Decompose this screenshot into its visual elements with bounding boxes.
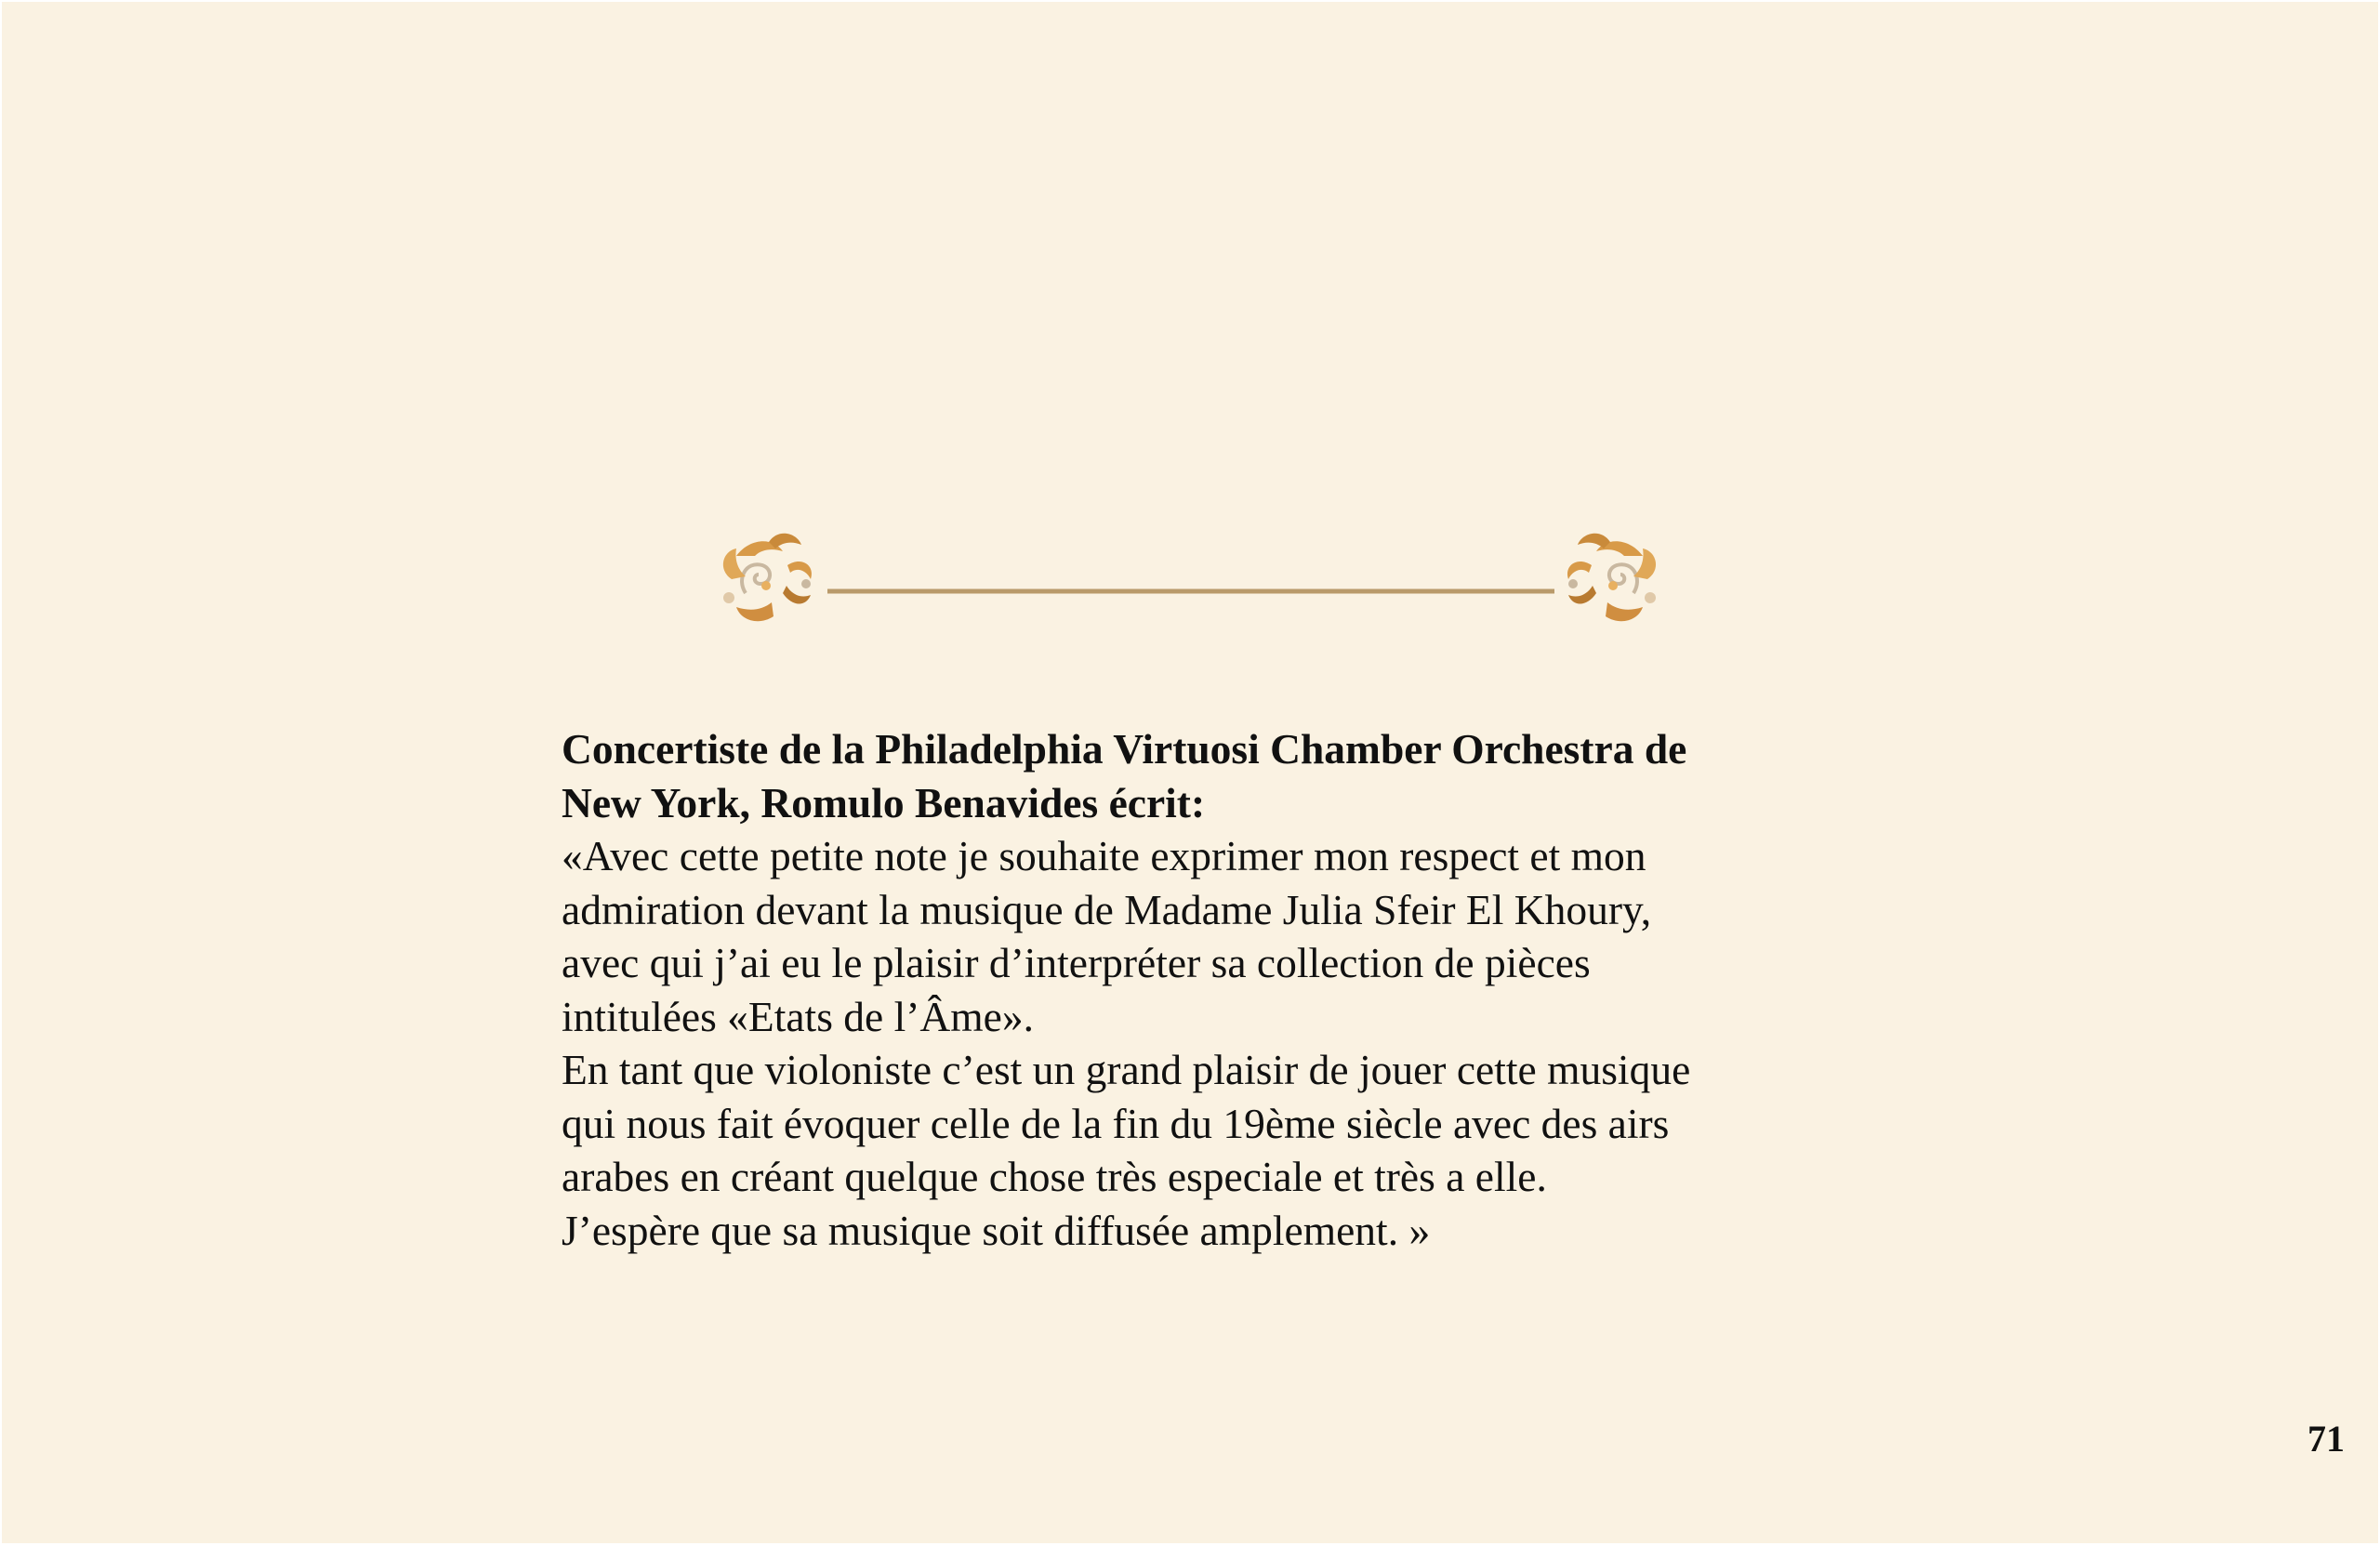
quote-line: admiration devant la musique de Madame Julia Sfeir El Khoury, — [562, 885, 1652, 933]
page-number: 71 — [2307, 1418, 2345, 1460]
right-flourish-icon — [1567, 534, 1656, 621]
testimonial-quote — [562, 829, 1798, 1257]
testimonial-heading — [562, 722, 1798, 829]
quote-line: En tant que violoniste c’est un grand plaisir de jouer cette musique — [562, 1046, 1691, 1093]
heading-line: New York, Romulo Benavides écrit: — [562, 778, 1206, 826]
quote-line: intitulées «Etats de l’Âme». — [562, 992, 1034, 1040]
quote-line: arabes en créant quelque chose très especiale et très a elle. — [562, 1153, 1547, 1200]
testimonial-text — [562, 722, 1798, 1257]
quote-line: qui nous fait évoquer celle de la fin du 19ème siècle avec des airs — [562, 1099, 1670, 1147]
floral-divider-icon — [718, 528, 1661, 632]
left-flourish-icon — [723, 534, 812, 621]
quote-line: J’espère que sa musique soit diffusée amplement. » — [562, 1206, 1431, 1254]
heading-line: Concertiste de la Philadelphia Virtuosi Chamber Orchestra de — [562, 725, 1687, 773]
page — [2, 2, 2378, 1543]
quote-line: «Avec cette petite note je souhaite exprimer mon respect et mon — [562, 832, 1646, 879]
quote-line: avec qui j’ai eu le plaisir d’interpréter sa collection de pièces — [562, 939, 1591, 986]
